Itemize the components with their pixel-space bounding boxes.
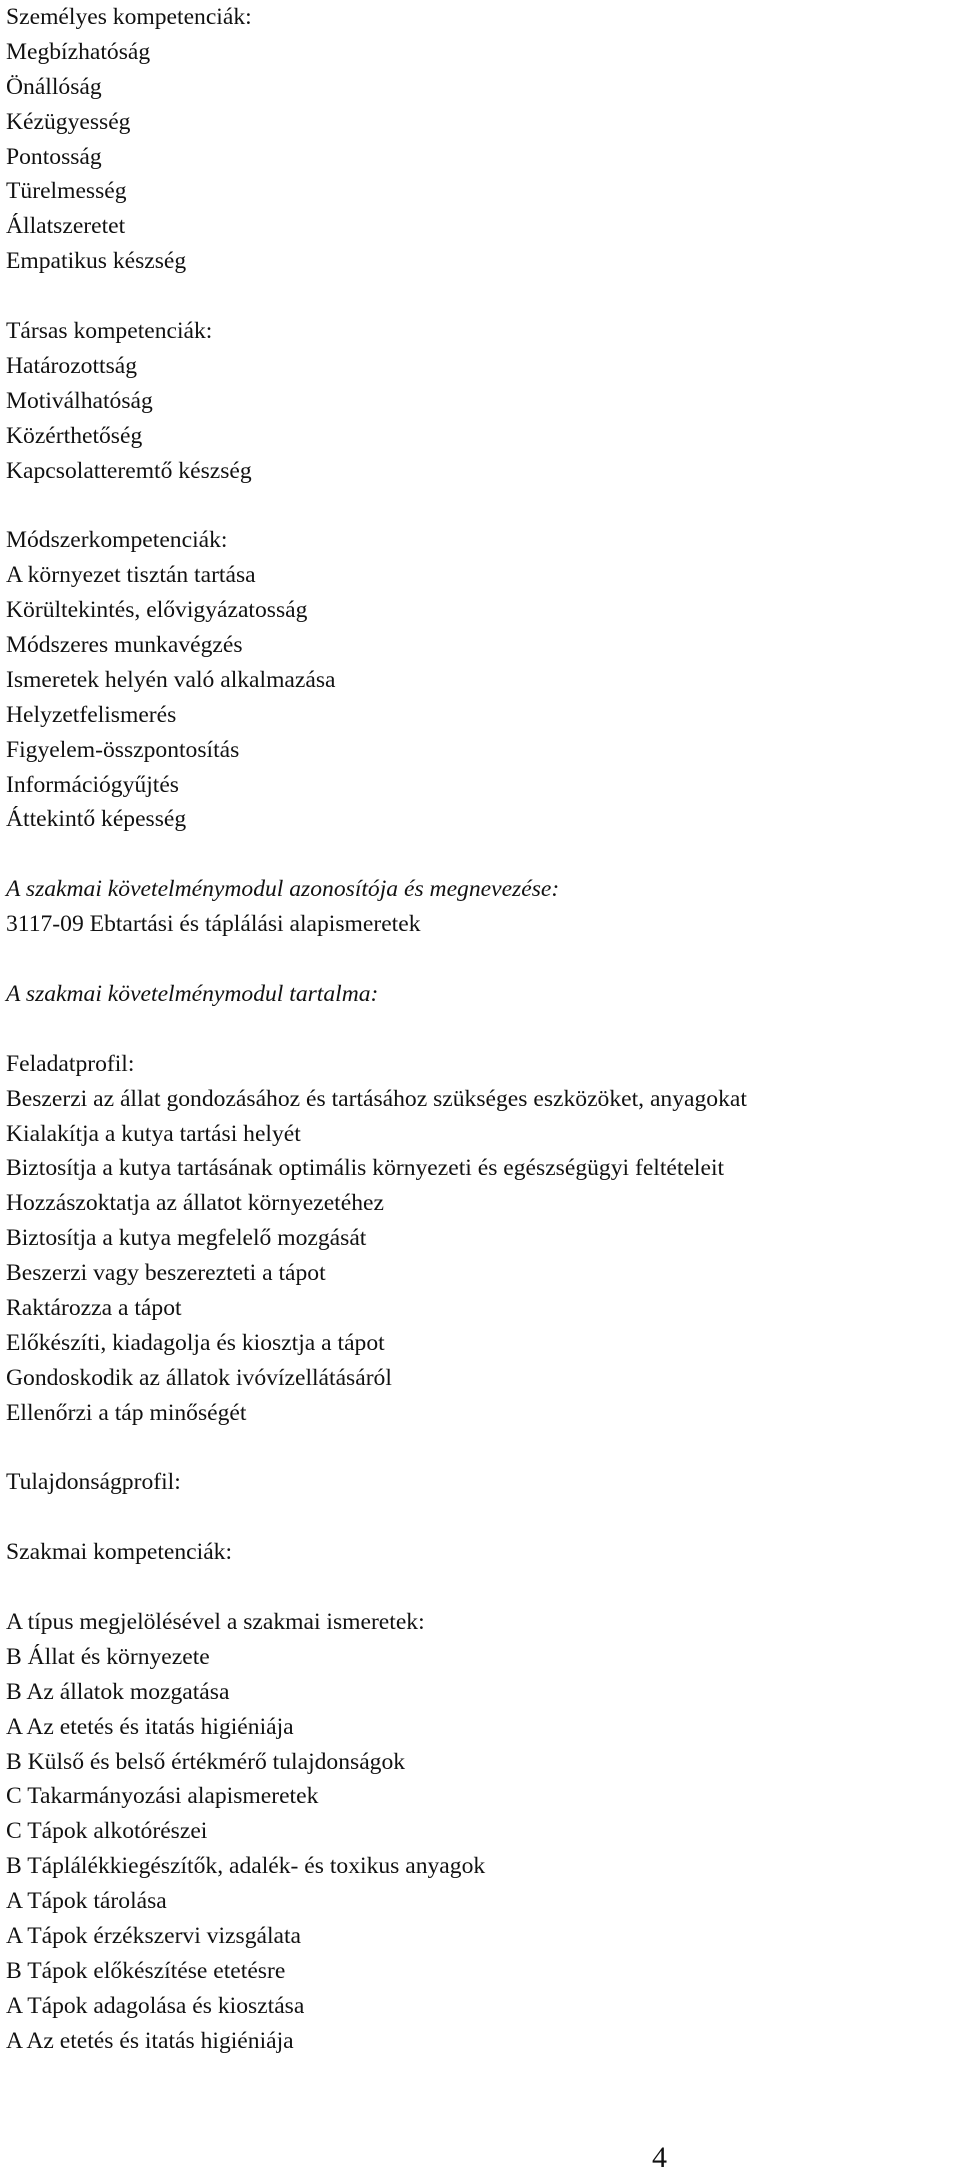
blank-line [6, 1570, 956, 1605]
list-item: Módszeres munkavégzés [6, 632, 243, 659]
module-id-value: 3117-09 Ebtartási és táplálási alapismeretek [6, 911, 421, 938]
list-item: Pontosság [6, 143, 102, 170]
list-item: Körültekintés, elővigyázatosság [6, 597, 308, 624]
list-item: B Állat és környezete [6, 1643, 210, 1670]
list-item: Ismeretek helyén való alkalmazása [6, 666, 336, 693]
list-item: A Tápok adagolása és kiosztása [6, 1992, 305, 2019]
list-item: Raktározza a tápot [6, 1294, 182, 1321]
list-item: Előkészíti, kiadagolja és kiosztja a tápot [6, 1329, 385, 1356]
list-item: Kialakítja a kutya tartási helyét [6, 1120, 301, 1147]
module-content-heading: A szakmai követelménymodul tartalma: [6, 980, 379, 1007]
list-item: Figyelem-összpontosítás [6, 736, 240, 763]
list-item: Kapcsolatteremtő készség [6, 457, 252, 484]
list-item: Empatikus készség [6, 248, 187, 275]
list-item: C Tápok alkotórészei [6, 1818, 208, 1845]
list-item: Biztosítja a kutya tartásának optimális környezeti és egészségügyi feltételeit [6, 1155, 725, 1182]
list-item: Önállóság [6, 73, 102, 100]
list-item: B Külső és belső értékmérő tulajdonságok [6, 1748, 406, 1775]
list-item: Határozottság [6, 352, 138, 379]
blank-line [6, 942, 956, 977]
list-item: Információgyűjtés [6, 771, 179, 798]
task-profile-heading: Feladatprofil: [6, 1050, 135, 1077]
list-item: A Az etetés és itatás higiéniája [6, 1713, 294, 1740]
list-item: C Takarmányozási alapismeretek [6, 1783, 319, 1810]
personal-competencies-heading: Személyes kompetenciák: [6, 4, 252, 30]
list-item: Állatszeretet [6, 213, 126, 240]
list-item: A Az etetés és itatás higiéniája [6, 2027, 294, 2054]
blank-line [6, 279, 956, 314]
blank-line [6, 837, 956, 872]
property-profile-heading: Tulajdonságprofil: [6, 1469, 181, 1496]
list-item: Gondoskodik az állatok ivóvízellátásáról [6, 1364, 392, 1391]
list-item: B Táplálékkiegészítők, adalék- és toxikus anyagok [6, 1853, 486, 1880]
list-item: Megbízhatóság [6, 38, 151, 65]
list-item: A Tápok tárolása [6, 1888, 167, 1915]
social-competencies-heading: Társas kompetenciák: [6, 318, 213, 345]
list-item: Közérthetőség [6, 422, 143, 449]
list-item: B Tápok előkészítése etetésre [6, 1957, 286, 1984]
module-id-heading: A szakmai követelménymodul azonosítója és megnevezése: [6, 876, 560, 903]
list-item: Biztosítja a kutya megfelelő mozgását [6, 1225, 367, 1252]
list-item: Kézügyesség [6, 108, 131, 135]
knowledge-heading: A típus megjelölésével a szakmai ismeretek: [6, 1608, 425, 1635]
list-item: Beszerzi vagy beszerezteti a tápot [6, 1260, 326, 1287]
blank-line [6, 1500, 956, 1535]
list-item: Motiválhatóság [6, 387, 153, 414]
list-item: A Tápok érzékszervi vizsgálata [6, 1922, 302, 1949]
page-number: 4 [652, 2141, 667, 2174]
blank-line [6, 1012, 956, 1047]
list-item: A környezet tisztán tartása [6, 562, 256, 589]
blank-line [6, 488, 956, 523]
list-item: B Az állatok mozgatása [6, 1678, 230, 1705]
method-competencies-heading: Módszerkompetenciák: [6, 527, 228, 554]
professional-competencies-heading: Szakmai kompetenciák: [6, 1539, 233, 1566]
blank-line [6, 1431, 956, 1466]
list-item: Türelmesség [6, 178, 127, 205]
list-item: Beszerzi az állat gondozásához és tartásához szükséges eszközöket, anyagokat [6, 1085, 747, 1112]
document-page [6, 0, 956, 2059]
list-item: Ellenőrzi a táp minőségét [6, 1399, 247, 1426]
list-item: Áttekintő képesség [6, 806, 187, 833]
list-item: Hozzászoktatja az állatot környezetéhez [6, 1190, 384, 1217]
list-item: Helyzetfelismerés [6, 701, 177, 728]
